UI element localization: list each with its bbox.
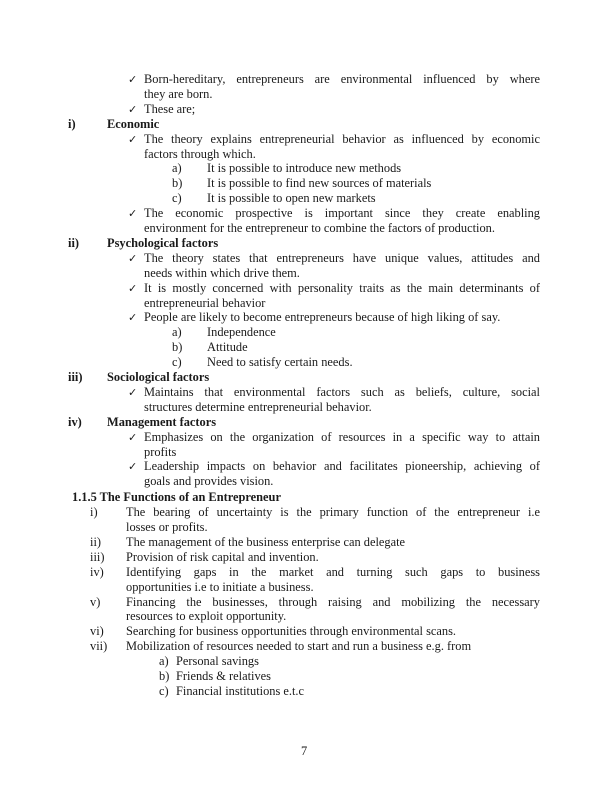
sub-item-label: a): [172, 161, 182, 176]
section-title: Management factors: [107, 414, 217, 429]
bullet-text: Maintains that environmental factors such as beliefs, culture, social: [144, 384, 540, 399]
checkmark-icon: ✓: [128, 431, 138, 444]
bullet-text-continued: entrepreneurial behavior: [144, 295, 266, 310]
section-heading: 1.1.5 The Functions of an Entrepreneur: [72, 490, 281, 505]
bullet-text-continued: environment for the entrepreneur to combine the factors of production.: [144, 221, 495, 235]
function-number: ii): [90, 534, 102, 549]
checkmark-icon: ✓: [128, 208, 138, 221]
sub-item-text: Need to satisfy certain needs.: [207, 355, 353, 370]
section-title: Sociological factors: [107, 370, 210, 384]
source-text: Friends & relatives: [176, 669, 271, 683]
function-number: iv): [90, 564, 104, 579]
source-text: Personal savings: [176, 654, 259, 669]
sub-item-label: c): [172, 355, 182, 370]
source-label: a): [159, 654, 169, 669]
function-text: The management of the business enterprise can delegate: [126, 534, 406, 549]
bullet-text-continued: goals and provides vision.: [144, 474, 274, 489]
section-title: Psychological factors: [107, 235, 219, 250]
section-number: iv): [68, 414, 82, 429]
function-text: Identifying gaps in the market and turning such gaps to business: [126, 564, 540, 579]
bullet-text: Emphasizes on the organization of resources in a specific way to attain: [144, 429, 540, 444]
function-text-continued: losses or profits.: [126, 520, 208, 534]
source-label: c): [159, 683, 169, 698]
sub-item-label: a): [172, 325, 182, 340]
sub-item-text: It is possible to open new markets: [207, 191, 376, 206]
checkmark-icon: ✓: [128, 386, 138, 399]
function-text: The bearing of uncertainty is the primary function of the entrepreneur i.e: [126, 505, 540, 520]
checkmark-icon: ✓: [128, 252, 138, 265]
bullet-text-continued: profits: [144, 444, 177, 459]
sub-item-text: Independence: [207, 325, 276, 340]
function-number: vi): [90, 624, 104, 639]
function-text: Provision of risk capital and invention.: [126, 549, 319, 564]
section-number: i): [68, 116, 76, 131]
checkmark-icon: ✓: [128, 103, 138, 116]
section-title: Economic: [107, 116, 160, 131]
section-number: iii): [68, 370, 83, 384]
sub-item-text: It is possible to introduce new methods: [207, 161, 402, 176]
bullet-text-continued: structures determine entrepreneurial behavior.: [144, 399, 372, 414]
bullet-text: These are;: [144, 101, 196, 116]
sub-item-label: b): [172, 176, 183, 191]
checkmark-icon: ✓: [128, 282, 138, 295]
bullet-text: The theory states that entrepreneurs have unique values, attitudes and: [144, 250, 540, 265]
function-number: i): [90, 505, 98, 520]
bullet-text-continued: they are born.: [144, 86, 213, 101]
function-number: v): [90, 594, 101, 609]
section-number: ii): [68, 235, 80, 250]
checkmark-icon: ✓: [128, 312, 138, 325]
source-label: b): [159, 669, 170, 683]
sub-item-label: b): [172, 340, 183, 355]
sub-item-text: It is possible to find new sources of materials: [207, 176, 432, 191]
checkmark-icon: ✓: [128, 74, 138, 86]
sub-item-text: Attitude: [207, 340, 248, 355]
checkmark-icon: ✓: [128, 461, 138, 474]
sub-item-label: c): [172, 191, 182, 206]
page-number: 7: [301, 744, 308, 758]
function-text-continued: opportunities i.e to initiate a business.: [126, 579, 314, 594]
bullet-text: It is mostly concerned with personality traits as the main determinants of: [144, 280, 540, 295]
function-text: Financing the businesses, through raising and mobilizing the necessary: [126, 594, 540, 609]
bullet-text: The theory explains entrepreneurial behavior as influenced by economic: [144, 131, 540, 146]
bullet-text: People are likely to become entrepreneurs because of high liking of say.: [144, 310, 501, 325]
function-text: Mobilization of resources needed to start and run a business e.g. from: [126, 639, 472, 654]
bullet-text-continued: needs within which drive them.: [144, 265, 300, 280]
function-number: iii): [90, 549, 105, 564]
function-text-continued: resources to exploit opportunity.: [126, 609, 287, 624]
bullet-text: Leadership impacts on behavior and facilitates pioneership, achieving of: [144, 459, 540, 474]
bullet-text-continued: factors through which.: [144, 146, 256, 161]
function-number: vii): [90, 639, 108, 654]
checkmark-icon: ✓: [128, 133, 138, 146]
function-text: Searching for business opportunities through environmental scans.: [126, 624, 457, 639]
bullet-text: The economic prospective is important since they create enabling: [144, 206, 540, 221]
bullet-text: Born-hereditary, entrepreneurs are environmental influenced by where: [144, 72, 540, 86]
source-text: Financial institutions e.t.c: [176, 683, 305, 698]
